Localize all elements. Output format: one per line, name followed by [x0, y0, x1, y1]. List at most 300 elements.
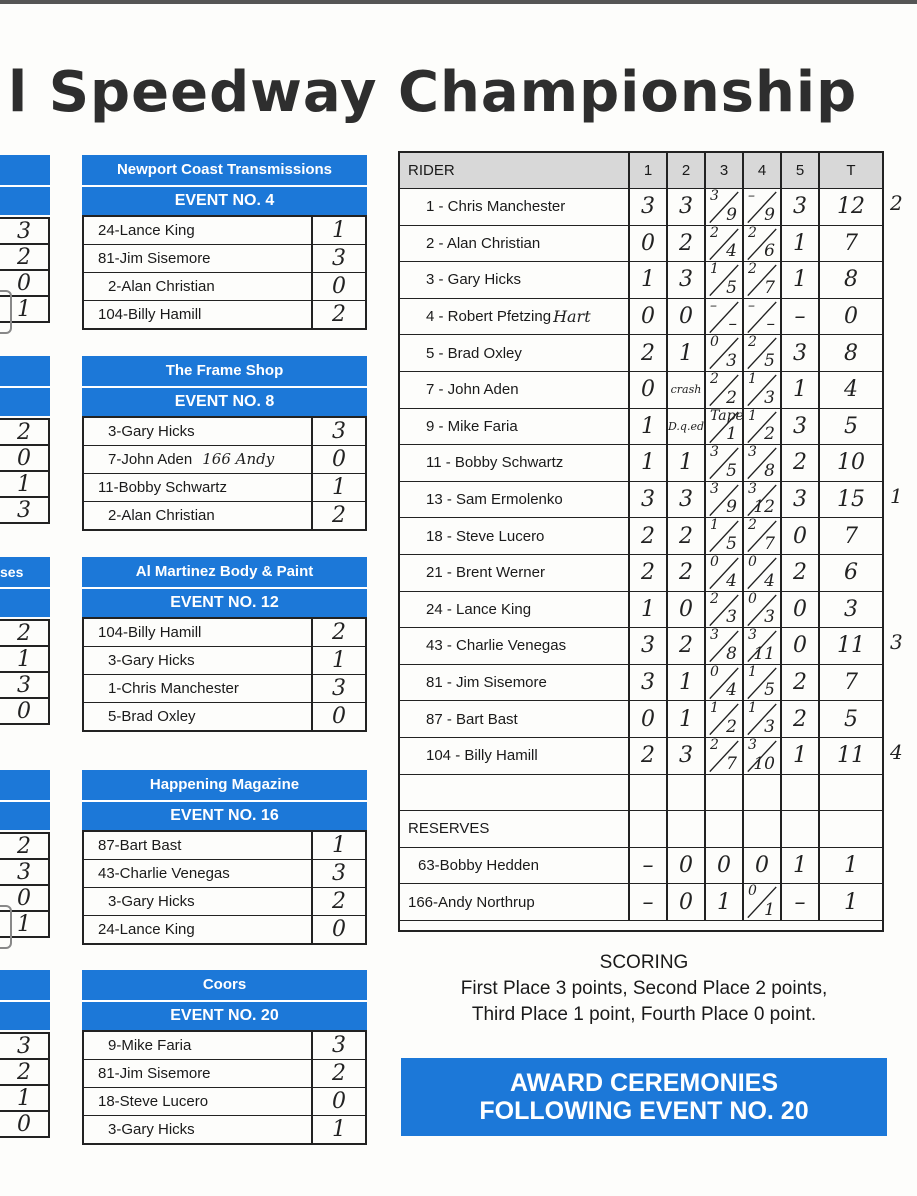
running-total	[706, 445, 742, 481]
heat-fraction-cell	[744, 592, 782, 628]
event-rider-name	[84, 619, 313, 646]
heat-score-cell: 0	[630, 372, 668, 408]
heat-score-cell: 1	[782, 372, 820, 408]
staple	[0, 905, 12, 949]
blank-cell	[706, 811, 744, 847]
heat-points: 2	[748, 517, 757, 534]
heat-score-cell: 0	[630, 299, 668, 335]
heat-points: 1	[748, 663, 757, 680]
blank-cell	[744, 811, 782, 847]
event-rider-name	[84, 502, 313, 529]
event-rider-score: 1	[332, 648, 346, 673]
rider-name: 4 - Robert Pfetzing	[426, 308, 552, 326]
total-cell: 11	[837, 633, 865, 659]
grid-rider-row	[400, 445, 882, 482]
heat-score-cell: 2	[630, 555, 668, 591]
heat-points: 3	[710, 480, 719, 497]
event-rider-row	[84, 1032, 365, 1060]
heat-fraction-cell	[744, 189, 782, 225]
edge-score: 2	[0, 245, 50, 271]
event-rider-table	[82, 1030, 367, 1145]
running-total	[744, 445, 780, 481]
total-cell: 1	[844, 853, 858, 879]
cumulative-points: 5	[764, 350, 775, 371]
event-rider-name	[84, 1088, 313, 1115]
running-total	[706, 299, 742, 335]
event-sponsor: Newport Coast Transmissions	[82, 155, 367, 187]
heat-fraction-cell	[706, 189, 744, 225]
rider-name-text: 3-Gary Hicks	[108, 423, 195, 440]
heat-fraction-cell	[744, 335, 782, 371]
grid-rider-row	[400, 226, 882, 263]
rider-name: 7 - John Aden	[426, 381, 519, 399]
rider-name-text: 43-Charlie Venegas	[98, 865, 230, 882]
event-rider-score: 0	[332, 917, 346, 942]
cumulative-points: 5	[726, 460, 737, 481]
final-place-mark: 2	[890, 191, 903, 215]
grid-header-row	[400, 153, 882, 189]
heat-points: 0	[748, 883, 757, 900]
rider-name-cell	[400, 189, 630, 225]
grid-rider-row	[400, 592, 882, 629]
award-line-2: FOLLOWING EVENT NO. 20	[479, 1097, 809, 1125]
running-total	[744, 701, 780, 737]
event-card	[82, 557, 367, 732]
event-sponsor: Al Martinez Body & Paint	[82, 557, 367, 589]
heat-score-cell: –	[630, 848, 668, 884]
running-total	[744, 409, 780, 445]
edge-header	[0, 770, 50, 830]
event-rider-row	[84, 245, 365, 273]
blank-cell	[782, 775, 820, 811]
reserves-label: RESERVES	[400, 811, 630, 847]
heat-score-cell: 1	[706, 884, 744, 920]
award-banner	[401, 1058, 887, 1136]
running-total	[706, 372, 742, 408]
running-total	[744, 592, 780, 628]
heat-score-cell: 1	[630, 409, 668, 445]
rider-name: 21 - Brent Werner	[426, 564, 545, 582]
cumulative-points: 3	[764, 716, 775, 737]
rider-name-cell	[400, 518, 630, 554]
edge-score: 2	[0, 1060, 50, 1086]
heat-score-cell: 0	[782, 518, 820, 554]
grid-rider-row	[400, 701, 882, 738]
cumulative-points: 8	[764, 460, 775, 481]
running-total	[706, 555, 742, 591]
rider-name: 104 - Billy Hamill	[426, 747, 538, 765]
heat-score-cell: 2	[668, 518, 706, 554]
rider-name-cell	[400, 592, 630, 628]
staple	[0, 290, 12, 334]
event-sponsor: Happening Magazine	[82, 770, 367, 802]
edge-score: 0	[0, 1112, 50, 1138]
event-rider-score: 2	[332, 889, 346, 914]
edge-score: 3	[0, 673, 50, 699]
top-border	[0, 0, 917, 4]
heat-points: 2	[710, 371, 719, 387]
edge-header-divider	[0, 1000, 50, 1002]
cumulative-points: 7	[764, 277, 775, 298]
heat-points: 3	[748, 480, 757, 497]
heat-score-cell: 3	[668, 189, 706, 225]
heat-fraction-cell	[706, 628, 744, 664]
grid-blank-row	[400, 775, 882, 812]
heat-fraction-cell	[744, 482, 782, 518]
edge-score: 2	[0, 621, 50, 647]
event-rider-name	[84, 418, 313, 445]
running-total	[706, 335, 742, 371]
event-rider-score: 2	[332, 620, 346, 645]
heat-score-cell: 3	[782, 189, 820, 225]
edge-score-column	[0, 1032, 50, 1138]
heat-fraction-cell	[706, 518, 744, 554]
edge-score: 1	[0, 472, 50, 498]
heat-score-cell: 1	[668, 701, 706, 737]
heat-score-cell: 3	[630, 628, 668, 664]
cumulative-points: 2	[764, 424, 775, 445]
heat-points: 0	[748, 554, 757, 570]
edge-header-label: ses	[0, 564, 24, 580]
heat-fraction-cell	[706, 335, 744, 371]
blank-cell	[400, 775, 630, 811]
heat-points: Tape	[710, 407, 744, 424]
event-number: EVENT NO. 20	[82, 1002, 367, 1030]
heat-score-cell: 0	[668, 592, 706, 628]
heat-points: 3	[710, 627, 719, 644]
heat-points: 1	[748, 371, 757, 387]
rider-name-text: 81-Jim Sisemore	[98, 250, 211, 267]
heat-score-cell: 2	[782, 445, 820, 481]
heat-score-cell: 0	[744, 848, 782, 884]
heat-fraction-cell	[744, 372, 782, 408]
heat-score-cell: crash	[668, 372, 706, 408]
heat-score-cell: 0	[782, 628, 820, 664]
grid-rider-row	[400, 628, 882, 665]
total-cell: 7	[844, 670, 858, 696]
heat-fraction-cell	[706, 665, 744, 701]
heat-fraction-cell	[744, 738, 782, 774]
rider-name-text: 87-Bart Bast	[98, 837, 182, 854]
grid-rider-row	[400, 372, 882, 409]
event-rider-score: 2	[332, 302, 346, 327]
cumulative-points: –	[728, 314, 737, 335]
edge-score: 3	[0, 498, 50, 524]
heat-score-cell: 3	[668, 738, 706, 774]
edge-score-column	[0, 418, 50, 524]
running-total	[744, 335, 780, 371]
edge-score: 2	[0, 420, 50, 446]
handwritten-note: 166 Andy	[202, 450, 275, 468]
event-rider-score: 1	[332, 1117, 346, 1142]
heat-score-cell: 1	[782, 226, 820, 262]
heat-score-cell: 0	[630, 701, 668, 737]
heat-points: 2	[748, 334, 757, 351]
award-line-1: AWARD CEREMONIES	[509, 1069, 779, 1097]
cumulative-points: 9	[764, 204, 775, 225]
rider-name: 81 - Jim Sisemore	[426, 674, 547, 692]
running-total	[706, 701, 742, 737]
blank-cell	[820, 775, 882, 811]
grid-header-cell: 3	[706, 153, 744, 188]
heat-score-cell: 1	[782, 262, 820, 298]
heat-score-cell: 1	[782, 848, 820, 884]
event-rider-name	[84, 245, 313, 272]
heat-points: 2	[748, 261, 757, 278]
heat-score-cell: 2	[630, 518, 668, 554]
running-total	[706, 189, 742, 225]
heat-points: 0	[748, 590, 757, 607]
reserve-name-cell: 166-Andy Northrup	[400, 884, 630, 920]
heat-score-cell: –	[630, 884, 668, 920]
rider-name-text: 3-Gary Hicks	[108, 652, 195, 669]
cumulative-points: 4	[726, 241, 737, 262]
rider-name-cell	[400, 409, 630, 445]
grid-rider-row	[400, 555, 882, 592]
heat-fraction-cell	[744, 555, 782, 591]
scoring-grid	[398, 151, 884, 932]
grid-rider-row	[400, 409, 882, 446]
event-rider-score: 3	[332, 676, 346, 701]
heat-points: 1	[748, 700, 757, 717]
heat-score-cell: 3	[782, 409, 820, 445]
rider-name-cell	[400, 701, 630, 737]
grid-header-cell: 4	[744, 153, 782, 188]
heat-score-cell: 3	[668, 262, 706, 298]
edge-score: 0	[0, 446, 50, 472]
rider-name-text: 3-Gary Hicks	[108, 893, 195, 910]
heat-score-cell: 1	[668, 665, 706, 701]
running-total	[706, 738, 742, 774]
heat-points: 3	[748, 737, 757, 753]
event-card	[82, 356, 367, 531]
cumulative-points: 2	[726, 387, 737, 408]
rider-name-text: 2-Alan Christian	[108, 278, 215, 295]
running-total	[744, 628, 780, 664]
cumulative-points: 2	[726, 716, 737, 737]
heat-score-cell: 3	[668, 482, 706, 518]
page-title: l Speedway Championship	[8, 60, 858, 125]
edge-score: 2	[0, 834, 50, 860]
event-rider-row	[84, 860, 365, 888]
event-rider-row	[84, 301, 365, 328]
event-rider-row	[84, 1088, 365, 1116]
cumulative-points: –	[766, 314, 775, 335]
heat-points: –	[748, 188, 755, 204]
running-total	[706, 262, 742, 298]
heat-fraction-cell	[706, 445, 744, 481]
heat-points: 0	[710, 663, 719, 680]
edge-header-divider	[0, 185, 50, 187]
rider-name-text: 7-John Aden	[108, 451, 193, 468]
rider-name-text: 11-Bobby Schwartz	[98, 479, 227, 496]
grid-rider-row	[400, 189, 882, 226]
heat-points: –	[710, 297, 717, 314]
rider-name: 9 - Mike Faria	[426, 417, 518, 435]
heat-fraction-cell	[706, 482, 744, 518]
edge-header-divider	[0, 587, 50, 589]
event-rider-score: 3	[332, 861, 346, 886]
heat-fraction-cell	[706, 738, 744, 774]
cumulative-points: 4	[726, 570, 737, 591]
edge-score: 1	[0, 647, 50, 673]
cumulative-points: 9	[726, 497, 737, 518]
heat-score-cell: 1	[630, 262, 668, 298]
rider-name: 43 - Charlie Venegas	[426, 637, 567, 655]
total-cell: 12	[837, 194, 865, 220]
rider-name: 13 - Sam Ermolenko	[426, 491, 563, 509]
heat-points: 0	[710, 334, 719, 351]
total-cell: 5	[844, 706, 858, 732]
heat-fraction-cell	[706, 226, 744, 262]
rider-name-text: 104-Billy Hamill	[98, 306, 202, 323]
heat-fraction-cell	[744, 701, 782, 737]
grid-header-cell: 1	[630, 153, 668, 188]
running-total	[706, 592, 742, 628]
event-rider-row	[84, 703, 365, 730]
running-total	[744, 884, 780, 920]
total-cell: 7	[844, 523, 858, 549]
event-rider-score: 3	[332, 246, 346, 271]
running-total	[706, 628, 742, 664]
event-rider-name	[84, 301, 313, 328]
event-number: EVENT NO. 4	[82, 187, 367, 215]
heat-fraction-cell	[744, 628, 782, 664]
edge-score: 1	[0, 1086, 50, 1112]
total-cell: 6	[844, 560, 858, 586]
edge-header-divider	[0, 386, 50, 388]
event-rider-name	[84, 675, 313, 702]
event-rider-name	[84, 703, 313, 730]
heat-score-cell: 0	[668, 299, 706, 335]
event-rider-score: 1	[332, 218, 346, 243]
cumulative-points: 9	[726, 204, 737, 225]
rider-name: 11 - Bobby Schwartz	[426, 454, 564, 472]
rider-name: 3 - Gary Hicks	[426, 271, 522, 289]
event-sponsor: Coors	[82, 970, 367, 1002]
heat-points: 2	[748, 224, 757, 241]
cumulative-points: 3	[764, 607, 775, 628]
event-rider-name	[84, 647, 313, 674]
edge-score: 3	[0, 860, 50, 886]
running-total	[744, 665, 780, 701]
rider-name: 1 - Chris Manchester	[426, 198, 566, 216]
total-cell: 15	[837, 487, 865, 513]
grid-rider-row	[400, 518, 882, 555]
event-rider-name	[84, 1032, 313, 1059]
final-place-mark: 3	[890, 630, 903, 655]
heat-points: 3	[710, 188, 719, 204]
total-cell: 3	[844, 596, 858, 622]
grid-reserves-label-row	[400, 811, 882, 848]
edge-score: 3	[0, 1034, 50, 1060]
heat-score-cell: 2	[782, 555, 820, 591]
grid-header-cell: 5	[782, 153, 820, 188]
event-rider-table	[82, 416, 367, 531]
blank-cell	[782, 811, 820, 847]
total-cell: 5	[844, 413, 858, 439]
heat-fraction-cell	[744, 518, 782, 554]
event-number: EVENT NO. 12	[82, 589, 367, 617]
event-rider-name	[84, 446, 313, 473]
grid-rider-row	[400, 665, 882, 702]
total-cell: 1	[844, 889, 858, 915]
final-place-mark: 1	[890, 483, 903, 508]
running-total	[744, 555, 780, 591]
rider-name-cell	[400, 738, 630, 774]
heat-points: 3	[748, 627, 757, 644]
heat-points: 2	[710, 224, 719, 241]
event-rider-name	[84, 1060, 313, 1087]
heat-score-cell: 1	[668, 335, 706, 371]
running-total	[744, 226, 780, 262]
reserve-name-cell: 63-Bobby Hedden	[400, 848, 630, 884]
rider-name-cell	[400, 262, 630, 298]
event-rider-table	[82, 617, 367, 732]
rider-name: 18 - Steve Lucero	[426, 527, 545, 545]
heat-fraction-cell	[744, 299, 782, 335]
heat-fraction-cell	[706, 299, 744, 335]
rider-name-text: 5-Brad Oxley	[108, 708, 196, 725]
grid-rider-row	[400, 482, 882, 519]
rider-name-text: 24-Lance King	[98, 921, 195, 938]
event-sponsor: The Frame Shop	[82, 356, 367, 388]
event-rider-row	[84, 1116, 365, 1143]
total-cell: 10	[837, 450, 865, 476]
cumulative-points: 5	[726, 277, 737, 298]
blank-cell	[630, 811, 668, 847]
blank-cell	[706, 775, 744, 811]
edge-header	[0, 356, 50, 416]
event-rider-row	[84, 474, 365, 502]
event-rider-name	[84, 888, 313, 915]
event-rider-row	[84, 217, 365, 245]
cumulative-points: 3	[726, 350, 737, 371]
heat-points: –	[748, 297, 755, 314]
heat-fraction-cell	[706, 262, 744, 298]
heat-score-cell: 2	[668, 628, 706, 664]
event-rider-score: 3	[332, 1033, 346, 1058]
rider-name-cell	[400, 628, 630, 664]
heat-score-cell: 2	[782, 701, 820, 737]
grid-header-cell: 2	[668, 153, 706, 188]
edge-score: 0	[0, 699, 50, 725]
rider-name-cell	[400, 335, 630, 371]
cumulative-points: 4	[764, 570, 775, 591]
heat-score-cell: 1	[630, 592, 668, 628]
heat-points: 1	[710, 261, 719, 278]
edge-score-column	[0, 619, 50, 725]
grid-rider-row	[400, 262, 882, 299]
edge-header	[0, 155, 50, 215]
event-rider-score: 1	[332, 475, 346, 500]
heat-score-cell: 3	[630, 482, 668, 518]
running-total	[744, 262, 780, 298]
heat-fraction-cell	[706, 555, 744, 591]
event-rider-score: 0	[332, 447, 346, 472]
cumulative-points: 5	[764, 680, 775, 701]
heat-fraction-cell	[706, 372, 744, 408]
running-total	[744, 372, 780, 408]
heat-points: 3	[748, 444, 757, 461]
grid-reserve-row	[400, 848, 882, 885]
rider-name: 2 - Alan Christian	[426, 234, 541, 252]
edge-score: 0	[0, 271, 50, 297]
event-rider-table	[82, 215, 367, 330]
heat-score-cell: –	[782, 884, 820, 920]
heat-fraction-cell	[744, 262, 782, 298]
running-total	[706, 518, 742, 554]
